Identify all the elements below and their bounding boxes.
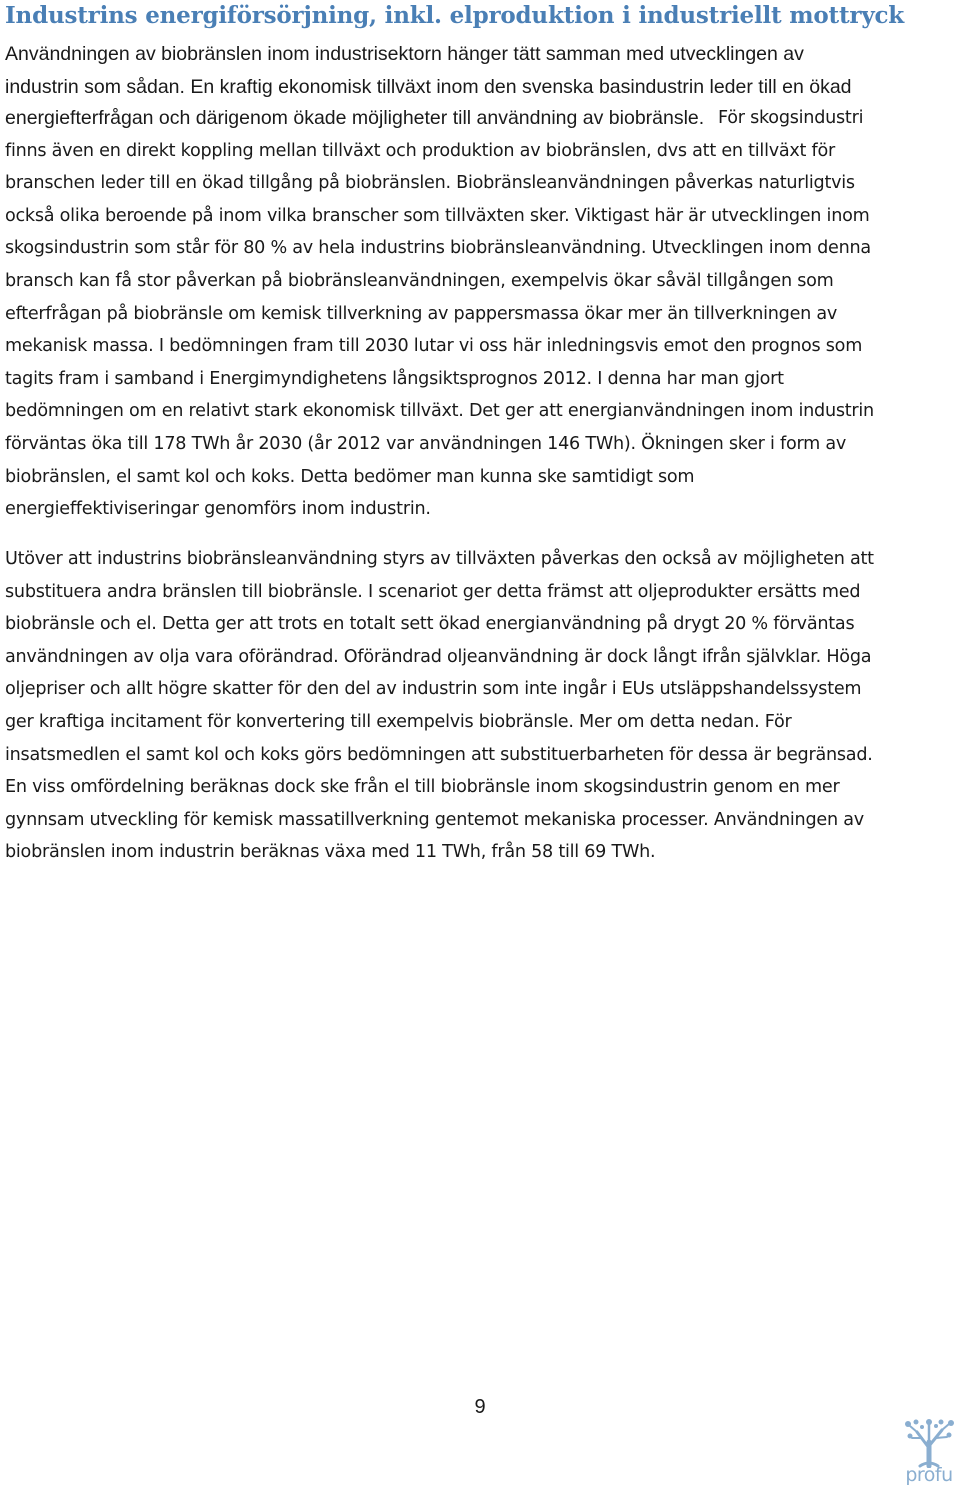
paragraph-line: Utöver att industrins biobränsleanvändning styrs av tillväxten påverkas den också av möjligheten att [5,549,874,569]
paragraph-line: Användningen av biobränslen inom industrisektorn hänger tätt samman med utvecklingen av [5,43,804,65]
paragraph-line: förväntas öka till 178 TWh år 2030 (år 2012 var användningen 146 TWh). Ökningen sker i form av [5,433,847,454]
paragraph-line: biobränsle och el. Detta ger att trots en totalt sett ökad energianvändning på drygt 20 % förväntas [5,614,855,635]
paragraph-line: bransch kan få stor påverkan på biobränsleanvändningen, exempelvis ökar såväl tillgången som [5,270,834,291]
paragraph-line: substituera andra bränslen till biobränsle. I scenariot ger detta främst att oljeprodukter ersätts med [5,581,861,602]
tree-logo-icon [900,1418,958,1468]
paragraph-line: För skogsindustri [718,108,864,128]
paragraph-line: också olika beroende på inom vilka branscher som tillväxten sker. Viktigast här är utvecklingen inom [5,205,870,226]
paragraph-1-intro [5,38,955,103]
paragraph-line: En viss omfördelning beräknas dock ske från el till biobränsle inom skogsindustrin genom en mer [5,777,840,798]
paragraph-line: branschen leder till en ökad tillgång på biobränslen. Biobränsleanvändningen påverkas naturligtvis [5,173,855,194]
paragraph-line: gynnsam utveckling för kemisk massatillverkning gentemot mekaniska processer. Användningen av [5,809,864,830]
paragraph-line: efterfrågan på biobränsle om kemisk tillverkning av pappersmassa ökar mer än tillverkningen av [5,303,838,324]
paragraph-line: biobränslen, el samt kol och koks. Detta bedömer man kunna ske samtidigt som [5,466,695,487]
profu-logo [900,1418,958,1490]
paragraph-line: energieffektiviseringar genomförs inom industrin. [5,499,431,520]
paragraph-line: industrin som sådan. En kraftig ekonomisk tillväxt inom den svenska basindustrin leder till en ökad [5,75,852,98]
paragraph-line: energiefterfrågan och därigenom ökade möjligheter till användning av biobränsle. [5,107,705,129]
paragraph-line: insatsmedlen el samt kol och koks görs bedömningen att substituerbarheten för dessa är begränsad. [5,744,873,765]
section-heading: Industrins energiförsörjning, inkl. elproduktion i industriellt mottryck [5,2,905,29]
paragraph-line: biobränslen inom industrin beräknas växa med 11 TWh, från 58 till 69 TWh. [5,842,656,863]
paragraph-line: mekanisk massa. I bedömningen fram till 2030 lutar vi oss här inledningsvis emot den prognos som [5,336,863,357]
paragraph-line: skogsindustrin som står för 80 % av hela industrins biobränsleanvändning. Utvecklingen inom denna [5,238,871,259]
paragraph-1-body [5,102,955,526]
paragraph-2 [5,543,955,869]
paragraph-line: oljepriser och allt högre skatter för den del av industrin som inte ingår i EUs utsläppshandelssystem [5,679,862,700]
paragraph-line: tagits fram i samband i Energimyndighetens långsiktsprognos 2012. I denna har man gjort [5,368,784,389]
paragraph-line: finns även en direkt koppling mellan tillväxt och produktion av biobränslen, dvs att en tillväxt för [5,140,835,161]
paragraph-line: användningen av olja vara oförändrad. Oförändrad oljeanvändning är dock långt ifrån självklar. Höga [5,646,872,667]
paragraph-line: ger kraftiga incitament för konvertering till exempelvis biobränsle. Mer om detta nedan. För [5,711,792,732]
logo-text: profu [905,1464,953,1486]
paragraph-line: bedömningen om en relativt stark ekonomisk tillväxt. Det ger att energianvändningen inom industrin [5,401,874,422]
page-number: 9 [474,1396,486,1418]
